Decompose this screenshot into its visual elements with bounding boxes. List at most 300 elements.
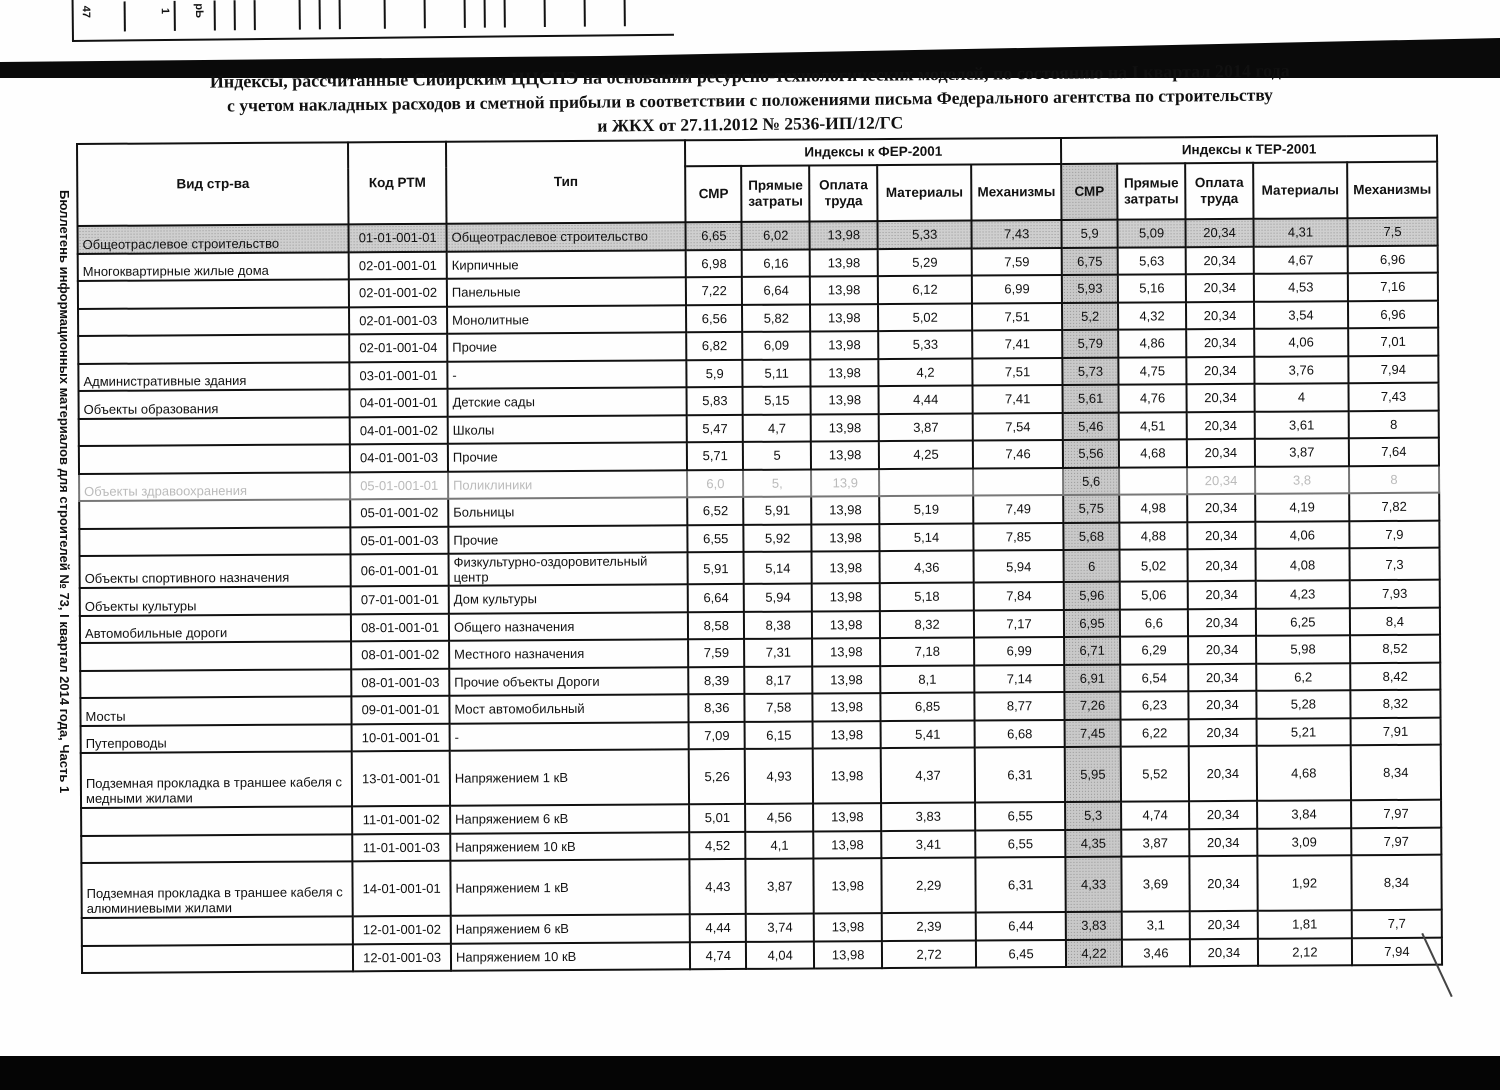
indices-table-container: [76, 135, 1443, 974]
cell-ter-labor: 20,34: [1187, 549, 1255, 581]
cell-kod: 04-01-001-03: [350, 444, 448, 472]
cell-ter-machines: 8,32: [1350, 690, 1440, 718]
cell-kod: 04-01-001-02: [350, 416, 448, 444]
cell-tip: Прочие: [448, 525, 688, 554]
cell-tip: Монолитные: [447, 305, 687, 334]
cell-ter-smr: 6,71: [1064, 637, 1120, 665]
cell-vid: [78, 334, 349, 363]
cell-ter-direct: 4,86: [1118, 329, 1186, 357]
cell-ter-labor: 20,34: [1186, 384, 1254, 412]
cell-ter-materials: 1,92: [1257, 855, 1351, 911]
cell-ter-machines: 7,5: [1347, 218, 1437, 246]
cell-ter-direct: 4,75: [1118, 357, 1186, 385]
cell-ter-materials: 3,54: [1254, 301, 1348, 329]
cell-vid: [79, 444, 350, 473]
cell-fer-machines: [973, 467, 1063, 495]
cell-ter-smr: 5,79: [1062, 330, 1118, 358]
cell-fer-machines: 5,94: [974, 550, 1064, 583]
cell-ter-machines: 7,43: [1348, 383, 1438, 411]
cell-ter-smr: 4,33: [1065, 857, 1121, 912]
cell-ter-materials: 3,84: [1257, 800, 1351, 828]
cell-ter-materials: 4,06: [1254, 328, 1348, 356]
cell-ter-direct: 5,52: [1121, 746, 1189, 801]
cell-ter-direct: 4,88: [1119, 522, 1187, 550]
cell-fer-machines: 7,84: [974, 582, 1064, 610]
cell-kod: 07-01-001-01: [351, 586, 449, 614]
cell-kod: 05-01-001-01: [350, 471, 448, 499]
cell-ter-smr: 4,35: [1065, 829, 1121, 857]
cell-tip: Местного назначения: [449, 639, 689, 668]
cell-kod: 05-01-001-03: [351, 526, 449, 554]
cell-tip: Прочие объекты Дороги: [449, 667, 689, 696]
cell-tip: -: [450, 722, 690, 751]
cell-ter-labor: 20,34: [1186, 329, 1254, 357]
cell-fer-smr: 5,01: [689, 804, 745, 832]
ruler-tick: [319, 0, 321, 29]
cell-ter-machines: 7,16: [1348, 273, 1438, 301]
cell-ter-smr: 5,46: [1063, 412, 1119, 440]
cell-fer-machines: 7,49: [973, 495, 1063, 523]
ruler-tick: [504, 0, 506, 27]
cell-fer-labor: 13,98: [813, 693, 881, 721]
cell-ter-labor: 20,34: [1186, 356, 1254, 384]
cell-fer-smr: 8,58: [688, 611, 744, 639]
cell-fer-materials: 4,25: [879, 441, 973, 469]
cell-ter-materials: 6,2: [1256, 663, 1350, 691]
cell-ter-machines: 7,82: [1349, 493, 1439, 521]
cell-fer-materials: 5,19: [879, 496, 973, 524]
ruler-tick: [584, 0, 586, 27]
cell-fer-machines: 6,99: [972, 275, 1062, 303]
cell-ter-labor: 20,34: [1188, 663, 1256, 691]
cell-ter-smr: 7,45: [1065, 719, 1121, 747]
cell-fer-machines: 7,85: [973, 522, 1063, 550]
cell-vid: [79, 499, 350, 528]
header-kod: Код РТМ: [348, 142, 446, 225]
ruler-tick: [174, 1, 176, 31]
cell-vid: Объекты образования: [79, 389, 350, 418]
cell-fer-direct: 5,: [743, 469, 811, 497]
cell-fer-labor: 13,98: [811, 414, 879, 442]
cell-ter-labor: 20,34: [1187, 466, 1255, 494]
cell-kod: 02-01-001-01: [349, 251, 447, 279]
cell-fer-smr: 6,65: [686, 222, 742, 250]
cell-ter-smr: 5,95: [1065, 747, 1121, 802]
cell-ter-smr: 4,22: [1066, 939, 1122, 967]
cell-fer-direct: 3,87: [746, 859, 814, 914]
cell-fer-machines: 6,31: [975, 747, 1065, 803]
cell-fer-machines: 6,99: [974, 637, 1064, 665]
cell-ter-smr: 6,91: [1064, 664, 1120, 692]
cell-fer-direct: 5,15: [743, 387, 811, 415]
cell-fer-labor: 13,98: [811, 496, 879, 524]
top-ruler-strip: [72, 0, 674, 42]
cell-ter-labor: 20,34: [1186, 274, 1254, 302]
ruler-tick: [234, 0, 236, 30]
cell-ter-materials: 1,81: [1258, 910, 1352, 938]
cell-ter-materials: 4,08: [1255, 548, 1349, 581]
cell-ter-materials: 4,06: [1255, 521, 1349, 549]
cell-ter-materials: 4,68: [1257, 745, 1351, 801]
cell-ter-machines: 6,96: [1348, 300, 1438, 328]
cell-ter-machines: 8,4: [1350, 607, 1440, 635]
cell-ter-smr: 5,96: [1064, 582, 1120, 610]
cell-vid: [82, 916, 353, 945]
cell-fer-direct: 4,93: [745, 749, 813, 804]
cell-fer-direct: 5,82: [742, 304, 810, 332]
cell-vid: [81, 834, 352, 863]
cell-fer-labor: 13,98: [813, 831, 881, 859]
cell-fer-smr: 7,59: [688, 639, 744, 667]
cell-ter-materials: 3,76: [1254, 356, 1348, 384]
cell-ter-smr: 5,93: [1062, 275, 1118, 303]
ruler-label: 47: [79, 5, 92, 19]
cell-kod: 08-01-001-01: [351, 613, 449, 641]
cell-ter-labor: 20,34: [1190, 938, 1258, 966]
cell-ter-materials: 2,12: [1258, 938, 1352, 966]
cell-vid: [80, 669, 351, 698]
cell-fer-machines: 7,59: [972, 247, 1062, 275]
cell-ter-machines: 7,7: [1352, 910, 1442, 938]
cell-fer-machines: 7,51: [972, 302, 1062, 330]
cell-ter-machines: 8,34: [1351, 745, 1441, 801]
cell-fer-direct: 4,04: [746, 941, 814, 969]
cell-kod: 02-01-001-02: [349, 279, 447, 307]
cell-fer-materials: [879, 468, 973, 496]
cell-ter-direct: 5,09: [1118, 219, 1186, 247]
document-title: [120, 57, 1381, 142]
title-line-1: Индексы, рассчитанные Сибирским ЦЦСПЭ на основании ресурсно-технологических моделей, по состоянию на I квартал 2014 года: [209, 60, 1290, 92]
cell-fer-materials: 5,14: [880, 523, 974, 551]
header-ter-direct: Прямые затраты: [1117, 163, 1185, 219]
cell-fer-direct: 7,58: [745, 694, 813, 722]
cell-fer-machines: 7,51: [972, 357, 1062, 385]
cell-vid: [81, 806, 352, 835]
cell-tip: Панельные: [447, 277, 687, 306]
cell-fer-machines: 6,55: [975, 829, 1065, 857]
cell-fer-direct: 7,31: [744, 639, 812, 667]
header-fer-labor: Оплата труда: [809, 165, 877, 221]
cell-fer-direct: 5,11: [743, 359, 811, 387]
cell-fer-smr: 6,64: [688, 584, 744, 612]
cell-vid: Подземная прокладка в траншее кабеля с алюминиевыми жилами: [81, 861, 353, 918]
header-fer-direct: Прямые затраты: [741, 166, 809, 222]
title-line-2: с учетом накладных расходов и сметной прибыли в соответствии с положениями письма Федерального агентства по строительству: [227, 84, 1273, 116]
cell-kod: 12-01-001-02: [353, 916, 451, 944]
cell-fer-direct: 5,92: [744, 524, 812, 552]
cell-fer-direct: 5,91: [743, 497, 811, 525]
cell-tip: Напряжением 6 кВ: [451, 914, 691, 943]
cell-fer-machines: 6,44: [976, 912, 1066, 940]
cell-vid: Подземная прокладка в траншее кабеля с медными жилами: [81, 751, 353, 808]
ruler-tick: [384, 0, 386, 29]
cell-ter-materials: 3,87: [1255, 438, 1349, 466]
side-caption-text: Бюллетень информационных материалов для строителей № 73, I квартал 2014 года, Часть 1: [57, 190, 72, 794]
cell-ter-machines: 8,52: [1350, 635, 1440, 663]
cell-fer-direct: 8,17: [744, 666, 812, 694]
header-fer-machines: Механизмы: [971, 164, 1061, 221]
cell-ter-materials: 3,09: [1257, 828, 1351, 856]
cell-fer-materials: 5,29: [878, 248, 972, 276]
cell-ter-direct: 6,22: [1121, 719, 1189, 747]
cell-fer-machines: 7,54: [973, 412, 1063, 440]
cell-fer-smr: 8,39: [689, 666, 745, 694]
cell-fer-direct: 5,14: [744, 552, 812, 584]
cell-fer-smr: 5,47: [687, 414, 743, 442]
cell-vid: Общеотраслевое строительство: [78, 224, 349, 253]
cell-ter-smr: 5,73: [1062, 357, 1118, 385]
cell-fer-labor: 13,98: [810, 249, 878, 277]
header-ter-materials: Материалы: [1253, 162, 1347, 219]
cell-ter-labor: 20,34: [1189, 718, 1257, 746]
cell-ter-labor: 20,34: [1188, 691, 1256, 719]
cell-tip: Поликлиники: [448, 470, 688, 499]
cell-kod: 01-01-001-01: [349, 224, 447, 252]
cell-fer-materials: 6,12: [878, 276, 972, 304]
cell-fer-labor: 13,98: [813, 803, 881, 831]
header-fer-group: Индексы к ФЕР-2001: [685, 138, 1061, 166]
ruler-label: 1: [158, 7, 171, 15]
cell-fer-labor: 13,98: [814, 941, 882, 969]
cell-fer-materials: 2,39: [882, 913, 976, 941]
header-vid: Вид стр-ва: [77, 142, 349, 226]
cell-tip: Дом культуры: [449, 584, 689, 613]
cell-fer-materials: 2,72: [882, 940, 976, 968]
cell-fer-direct: 8,38: [744, 611, 812, 639]
cell-ter-machines: 7,97: [1351, 827, 1441, 855]
cell-ter-direct: 4,68: [1119, 439, 1187, 467]
cell-fer-materials: 8,32: [880, 610, 974, 638]
table-row: [81, 855, 1441, 918]
cell-ter-labor: 20,34: [1188, 581, 1256, 609]
ruler-tick: [424, 0, 426, 28]
cell-ter-smr: 6: [1064, 550, 1120, 582]
cell-fer-materials: 8,1: [880, 665, 974, 693]
cell-vid: Административные здания: [78, 362, 349, 391]
cell-ter-direct: 6,29: [1120, 636, 1188, 664]
cell-vid: [82, 944, 353, 973]
cell-fer-smr: 4,44: [690, 914, 746, 942]
cell-ter-direct: 4,98: [1119, 494, 1187, 522]
cell-fer-direct: 6,16: [742, 249, 810, 277]
cell-ter-labor: 20,34: [1187, 411, 1255, 439]
cell-fer-machines: 7,41: [973, 385, 1063, 413]
cell-ter-machines: 7,93: [1350, 580, 1440, 608]
cell-tip: Кирпичные: [447, 250, 687, 279]
cell-fer-labor: 13,98: [812, 551, 880, 583]
cell-ter-materials: 4,19: [1255, 493, 1349, 521]
cell-ter-smr: 5,56: [1063, 440, 1119, 468]
cell-fer-labor: 13,98: [814, 913, 882, 941]
cell-fer-materials: 2,29: [882, 858, 976, 914]
cell-vid: Путепроводы: [81, 724, 352, 753]
ruler-tick: [464, 0, 466, 28]
cell-fer-materials: 5,18: [880, 583, 974, 611]
ruler-tick: [254, 0, 256, 30]
cell-ter-labor: 20,34: [1188, 636, 1256, 664]
title-line-3: и ЖКХ от 27.11.2012 № 2536-ИП/12/ГС: [597, 112, 904, 136]
cell-ter-materials: 3,8: [1255, 466, 1349, 494]
cell-fer-materials: 3,41: [881, 830, 975, 858]
cell-vid: [80, 641, 351, 670]
cell-fer-smr: 5,9: [687, 359, 743, 387]
cell-ter-direct: [1119, 467, 1187, 495]
cell-ter-materials: 4,31: [1253, 218, 1347, 246]
cell-ter-direct: 6,6: [1120, 609, 1188, 637]
cell-kod: 10-01-001-01: [352, 723, 450, 751]
cell-ter-machines: 7,3: [1349, 548, 1439, 581]
cell-ter-machines: 7,94: [1348, 355, 1438, 383]
cell-kod: 02-01-001-03: [349, 306, 447, 334]
header-ter-labor: Оплата труда: [1185, 163, 1253, 219]
cell-ter-smr: 5,3: [1065, 802, 1121, 830]
cell-fer-labor: 13,98: [813, 748, 881, 803]
cell-kod: 08-01-001-03: [351, 668, 449, 696]
cell-tip: Общеотраслевое строительство: [446, 222, 686, 251]
cell-ter-labor: 20,34: [1186, 246, 1254, 274]
cell-fer-direct: 6,02: [742, 222, 810, 250]
cell-kod: 05-01-001-02: [350, 499, 448, 527]
cell-fer-direct: 4,7: [743, 414, 811, 442]
cell-fer-materials: 5,02: [878, 303, 972, 331]
cell-fer-smr: 6,55: [688, 524, 744, 552]
header-fer-materials: Материалы: [877, 165, 971, 222]
header-ter-machines: Механизмы: [1347, 162, 1437, 219]
cell-fer-materials: 4,2: [879, 358, 973, 386]
cell-fer-labor: 13,98: [813, 721, 881, 749]
cell-ter-labor: 20,34: [1186, 301, 1254, 329]
header-tip: Тип: [446, 140, 686, 223]
cell-fer-direct: 4,56: [745, 804, 813, 832]
cell-ter-labor: 20,34: [1189, 746, 1257, 801]
ruler-tick: [214, 0, 216, 30]
cell-fer-machines: 7,41: [972, 330, 1062, 358]
cell-vid: Автомобильные дороги: [80, 614, 351, 643]
cell-fer-labor: 13,98: [814, 858, 882, 913]
cell-fer-labor: 13,98: [812, 666, 880, 694]
cell-tip: Больницы: [448, 497, 688, 526]
cell-tip: Детские сады: [447, 387, 687, 416]
cell-ter-direct: 4,32: [1118, 302, 1186, 330]
cell-fer-materials: 4,37: [881, 748, 975, 804]
cell-ter-machines: 7,91: [1350, 717, 1440, 745]
cell-fer-direct: 5: [743, 442, 811, 470]
cell-ter-materials: 4,53: [1254, 273, 1348, 301]
cell-ter-materials: 4,23: [1256, 580, 1350, 608]
cell-fer-machines: 7,14: [974, 664, 1064, 692]
cell-ter-machines: 7,9: [1349, 520, 1439, 548]
cell-ter-smr: 7,26: [1064, 692, 1120, 720]
cell-fer-materials: 5,33: [878, 331, 972, 359]
indices-table: [76, 135, 1443, 974]
cell-fer-labor: 13,98: [811, 386, 879, 414]
cell-vid: [79, 527, 350, 556]
ruler-tick: [124, 1, 126, 31]
cell-ter-labor: 20,34: [1185, 219, 1253, 247]
cell-fer-machines: 6,68: [975, 719, 1065, 747]
cell-fer-materials: 6,85: [881, 693, 975, 721]
cell-kod: 14-01-001-01: [353, 861, 451, 917]
cell-vid: Объекты спортивного назначения: [80, 554, 351, 588]
cell-vid: Многоквартирные жилые дома: [78, 252, 349, 281]
cell-fer-labor: 13,98: [811, 359, 879, 387]
cell-kod: 06-01-001-01: [351, 554, 449, 587]
cell-fer-materials: 4,36: [880, 551, 974, 584]
cell-fer-labor: 13,9: [811, 469, 879, 497]
cell-vid: [78, 307, 349, 336]
cell-fer-labor: 13,98: [810, 304, 878, 332]
cell-fer-machines: 8,77: [974, 692, 1064, 720]
cell-fer-direct: 5,94: [744, 584, 812, 612]
cell-tip: Напряжением 1 кВ: [450, 749, 690, 805]
cell-kod: 13-01-001-01: [352, 751, 450, 807]
header-ter-smr: СМР: [1061, 164, 1117, 220]
cell-ter-direct: 3,69: [1121, 856, 1189, 911]
cell-fer-machines: 7,46: [973, 440, 1063, 468]
cell-ter-direct: 4,74: [1121, 801, 1189, 829]
cell-kod: 03-01-001-01: [350, 361, 448, 389]
cell-ter-smr: 5,9: [1062, 220, 1118, 248]
cell-fer-materials: 5,33: [878, 221, 972, 249]
cell-ter-smr: 5,75: [1063, 495, 1119, 523]
scan-shadow-bottom: [0, 1056, 1500, 1090]
cell-ter-labor: 20,34: [1189, 856, 1257, 911]
cell-ter-smr: 6,95: [1064, 609, 1120, 637]
cell-fer-smr: 7,09: [689, 721, 745, 749]
cell-vid: Объекты здравоохранения: [79, 472, 350, 501]
cell-ter-machines: 7,64: [1349, 438, 1439, 466]
cell-ter-machines: 6,96: [1348, 245, 1438, 273]
cell-fer-smr: 5,91: [688, 552, 744, 584]
cell-tip: Напряжением 10 кВ: [451, 942, 691, 971]
cell-fer-labor: 13,98: [810, 276, 878, 304]
cell-tip: Прочие: [447, 332, 687, 361]
cell-fer-smr: 6,56: [686, 304, 742, 332]
cell-kod: 12-01-001-03: [353, 943, 451, 971]
ruler-tick: [544, 0, 546, 27]
cell-fer-machines: 6,55: [975, 802, 1065, 830]
cell-ter-direct: 5,16: [1118, 274, 1186, 302]
cell-ter-direct: 5,63: [1118, 247, 1186, 275]
cell-ter-labor: 20,34: [1187, 494, 1255, 522]
cell-ter-smr: 5,6: [1063, 467, 1119, 495]
cell-vid: Мосты: [80, 696, 351, 725]
cell-tip: Мост автомобильный: [449, 694, 689, 723]
cell-fer-machines: 6,45: [976, 939, 1066, 967]
cell-kod: 04-01-001-01: [350, 389, 448, 417]
cell-fer-smr: 4,52: [690, 831, 746, 859]
cell-fer-direct: 4,1: [745, 831, 813, 859]
cell-ter-direct: 4,76: [1119, 384, 1187, 412]
cell-kod: 08-01-001-02: [351, 641, 449, 669]
table-row: [81, 745, 1441, 808]
cell-fer-machines: 7,17: [974, 609, 1064, 637]
cell-ter-smr: 5,61: [1063, 385, 1119, 413]
cell-ter-labor: 20,34: [1189, 801, 1257, 829]
cell-tip: -: [447, 360, 687, 389]
cell-fer-materials: 3,87: [879, 413, 973, 441]
cell-tip: Общего назначения: [449, 612, 689, 641]
cell-kod: 02-01-001-04: [349, 334, 447, 362]
cell-ter-direct: 3,87: [1121, 829, 1189, 857]
cell-ter-materials: 5,98: [1256, 635, 1350, 663]
cell-ter-labor: 20,34: [1187, 439, 1255, 467]
cell-kod: 11-01-001-03: [352, 833, 450, 861]
cell-vid: [79, 417, 350, 446]
cell-ter-direct: 3,1: [1122, 911, 1190, 939]
cell-fer-smr: 8,36: [689, 694, 745, 722]
cell-tip: Напряжением 6 кВ: [450, 804, 690, 833]
